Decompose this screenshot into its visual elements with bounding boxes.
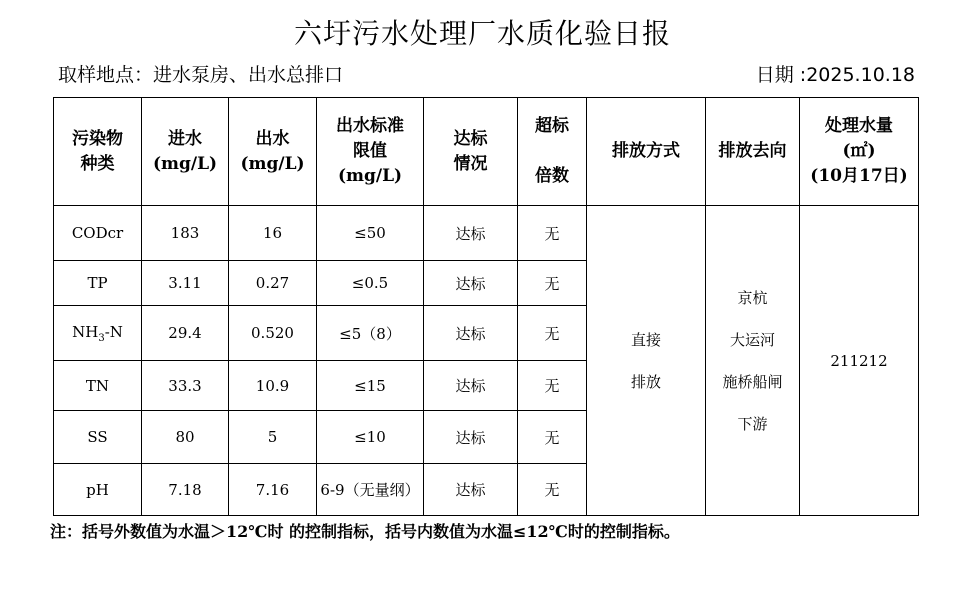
cell-limit: ≤50: [317, 206, 424, 261]
header-item: 污染物 种类: [54, 98, 142, 206]
report-date: 日期 :2025.10.18: [755, 64, 915, 86]
cell-influent: 7.18: [142, 464, 229, 516]
cell-status: 达标: [424, 306, 518, 361]
report-title: 六圩污水处理厂水质化验日报: [293, 17, 671, 50]
treated-volume-cell: 211212: [800, 206, 919, 516]
cell-effluent: 0.27: [229, 261, 317, 306]
sampling-location: 取样地点：进水泵房、出水总排口: [58, 64, 344, 86]
cell-item: CODcr: [54, 206, 142, 261]
header-effluent: 出水 (mg/L): [229, 98, 317, 206]
header-row: [54, 98, 919, 206]
cell-effluent: 7.16: [229, 464, 317, 516]
water-quality-table: [53, 97, 919, 516]
cell-exceed: 无: [518, 261, 587, 306]
footnote: 注：括号外数值为水温＞12℃时 的控制指标，括号内数值为水温≤12℃时的控制指标。: [50, 522, 680, 541]
header-status: 达标 情况: [424, 98, 518, 206]
discharge-dest-cell: 京杭 大运河 施桥船闸 下游: [706, 206, 800, 516]
cell-status: 达标: [424, 464, 518, 516]
cell-influent: 33.3: [142, 361, 229, 411]
discharge-method-cell: 直接 排放: [587, 206, 706, 516]
cell-exceed: 无: [518, 361, 587, 411]
cell-exceed: 无: [518, 306, 587, 361]
header-volume: 处理水量 (㎡) (10月17日): [800, 98, 919, 206]
cell-limit: ≤0.5: [317, 261, 424, 306]
cell-status: 达标: [424, 411, 518, 464]
cell-effluent: 10.9: [229, 361, 317, 411]
header-limit: 出水标准 限值 (mg/L): [317, 98, 424, 206]
cell-item: pH: [54, 464, 142, 516]
header-exceed: 超标 倍数: [518, 98, 587, 206]
header-influent: 进水 (mg/L): [142, 98, 229, 206]
cell-influent: 80: [142, 411, 229, 464]
cell-limit: ≤10: [317, 411, 424, 464]
cell-exceed: 无: [518, 206, 587, 261]
cell-item: TN: [54, 361, 142, 411]
cell-effluent: 16: [229, 206, 317, 261]
cell-limit: 6-9（无量纲）: [317, 464, 424, 516]
header-discharge-method: 排放方式: [587, 98, 706, 206]
cell-effluent: 0.520: [229, 306, 317, 361]
table-row: [54, 206, 919, 261]
cell-exceed: 无: [518, 464, 587, 516]
cell-status: 达标: [424, 206, 518, 261]
cell-item: $NH_3-N$: [54, 306, 142, 361]
cell-limit: ≤5（8）: [317, 306, 424, 361]
cell-status: 达标: [424, 261, 518, 306]
cell-item: TP: [54, 261, 142, 306]
cell-status: 达标: [424, 361, 518, 411]
cell-influent: 29.4: [142, 306, 229, 361]
cell-exceed: 无: [518, 411, 587, 464]
header-discharge-dest: 排放去向: [706, 98, 800, 206]
cell-limit: ≤15: [317, 361, 424, 411]
cell-effluent: 5: [229, 411, 317, 464]
cell-item: SS: [54, 411, 142, 464]
cell-influent: 3.11: [142, 261, 229, 306]
cell-influent: 183: [142, 206, 229, 261]
